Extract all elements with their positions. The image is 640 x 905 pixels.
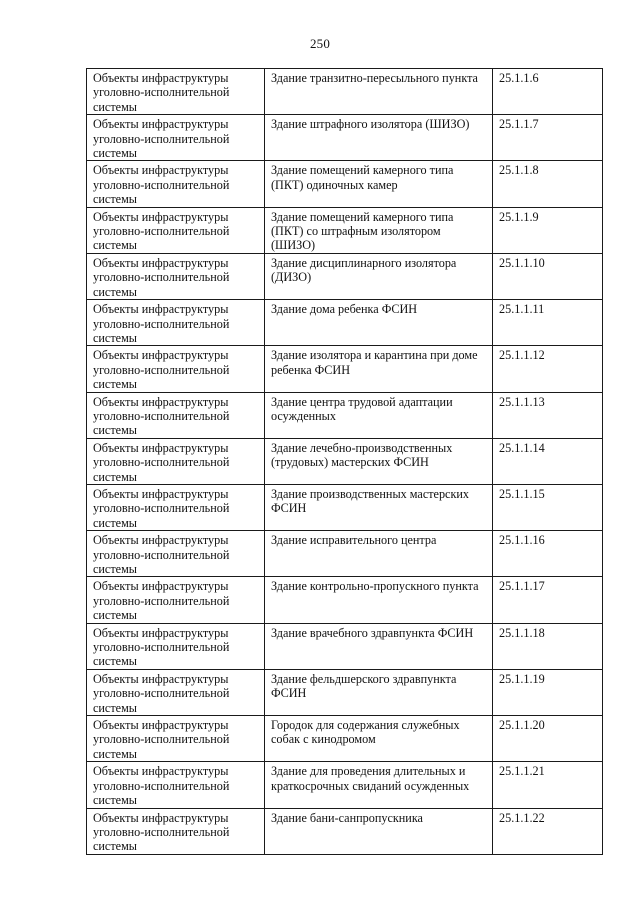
building-cell: Здание контрольно-пропускного пункта bbox=[265, 577, 493, 623]
code-cell: 25.1.1.21 bbox=[493, 762, 603, 808]
table-row bbox=[87, 762, 603, 808]
building-cell: Здание производственных мастерских ФСИН bbox=[265, 484, 493, 530]
table-row bbox=[87, 808, 603, 854]
category-cell: Объекты инфраструктуры уголовно-исполнительной системы bbox=[87, 484, 265, 530]
category-cell: Объекты инфраструктуры уголовно-исполнительной системы bbox=[87, 69, 265, 115]
code-cell: 25.1.1.9 bbox=[493, 207, 603, 253]
registry-table bbox=[86, 68, 603, 855]
category-cell: Объекты инфраструктуры уголовно-исполнительной системы bbox=[87, 300, 265, 346]
category-cell: Объекты инфраструктуры уголовно-исполнительной системы bbox=[87, 207, 265, 253]
table-row bbox=[87, 438, 603, 484]
category-cell: Объекты инфраструктуры уголовно-исполнительной системы bbox=[87, 808, 265, 854]
table-row bbox=[87, 484, 603, 530]
code-cell: 25.1.1.16 bbox=[493, 531, 603, 577]
building-cell: Здание дисциплинарного изолятора (ДИЗО) bbox=[265, 253, 493, 299]
table-row bbox=[87, 531, 603, 577]
building-cell: Здание помещений камерного типа (ПКТ) одиночных камер bbox=[265, 161, 493, 207]
building-cell: Здание штрафного изолятора (ШИЗО) bbox=[265, 115, 493, 161]
category-cell: Объекты инфраструктуры уголовно-исполнительной системы bbox=[87, 346, 265, 392]
table-row bbox=[87, 577, 603, 623]
building-cell: Здание центра трудовой адаптации осужденных bbox=[265, 392, 493, 438]
category-cell: Объекты инфраструктуры уголовно-исполнительной системы bbox=[87, 623, 265, 669]
table-row bbox=[87, 69, 603, 115]
table-row bbox=[87, 716, 603, 762]
building-cell: Здание врачебного здравпункта ФСИН bbox=[265, 623, 493, 669]
building-cell: Городок для содержания служебных собак с кинодромом bbox=[265, 716, 493, 762]
category-cell: Объекты инфраструктуры уголовно-исполнительной системы bbox=[87, 531, 265, 577]
page-number: 250 bbox=[309, 36, 331, 51]
table-row bbox=[87, 392, 603, 438]
code-cell: 25.1.1.13 bbox=[493, 392, 603, 438]
table-row bbox=[87, 161, 603, 207]
table-row bbox=[87, 623, 603, 669]
building-cell: Здание лечебно-производственных (трудовых) мастерских ФСИН bbox=[265, 438, 493, 484]
building-cell: Здание фельдшерского здравпункта ФСИН bbox=[265, 669, 493, 715]
building-cell: Здание для проведения длительных и краткосрочных свиданий осужденных bbox=[265, 762, 493, 808]
category-cell: Объекты инфраструктуры уголовно-исполнительной системы bbox=[87, 762, 265, 808]
table-row bbox=[87, 346, 603, 392]
code-cell: 25.1.1.10 bbox=[493, 253, 603, 299]
code-cell: 25.1.1.12 bbox=[493, 346, 603, 392]
code-cell: 25.1.1.20 bbox=[493, 716, 603, 762]
table-row bbox=[87, 253, 603, 299]
category-cell: Объекты инфраструктуры уголовно-исполнительной системы bbox=[87, 716, 265, 762]
table-row bbox=[87, 669, 603, 715]
code-cell: 25.1.1.8 bbox=[493, 161, 603, 207]
code-cell: 25.1.1.19 bbox=[493, 669, 603, 715]
code-cell: 25.1.1.18 bbox=[493, 623, 603, 669]
code-cell: 25.1.1.22 bbox=[493, 808, 603, 854]
code-cell: 25.1.1.17 bbox=[493, 577, 603, 623]
table-row bbox=[87, 115, 603, 161]
code-cell: 25.1.1.15 bbox=[493, 484, 603, 530]
category-cell: Объекты инфраструктуры уголовно-исполнительной системы bbox=[87, 253, 265, 299]
code-cell: 25.1.1.7 bbox=[493, 115, 603, 161]
category-cell: Объекты инфраструктуры уголовно-исполнительной системы bbox=[87, 577, 265, 623]
category-cell: Объекты инфраструктуры уголовно-исполнительной системы bbox=[87, 669, 265, 715]
building-cell: Здание бани-санпропускника bbox=[265, 808, 493, 854]
building-cell: Здание транзитно-пересыльного пункта bbox=[265, 69, 493, 115]
code-cell: 25.1.1.14 bbox=[493, 438, 603, 484]
code-cell: 25.1.1.6 bbox=[493, 69, 603, 115]
category-cell: Объекты инфраструктуры уголовно-исполнительной системы bbox=[87, 438, 265, 484]
registry-table-body bbox=[87, 69, 603, 855]
table-row bbox=[87, 207, 603, 253]
category-cell: Объекты инфраструктуры уголовно-исполнительной системы bbox=[87, 115, 265, 161]
building-cell: Здание дома ребенка ФСИН bbox=[265, 300, 493, 346]
category-cell: Объекты инфраструктуры уголовно-исполнительной системы bbox=[87, 392, 265, 438]
building-cell: Здание исправительного центра bbox=[265, 531, 493, 577]
category-cell: Объекты инфраструктуры уголовно-исполнительной системы bbox=[87, 161, 265, 207]
building-cell: Здание изолятора и карантина при доме ребенка ФСИН bbox=[265, 346, 493, 392]
building-cell: Здание помещений камерного типа (ПКТ) со штрафным изолятором (ШИЗО) bbox=[265, 207, 493, 253]
code-cell: 25.1.1.11 bbox=[493, 300, 603, 346]
table-row bbox=[87, 300, 603, 346]
